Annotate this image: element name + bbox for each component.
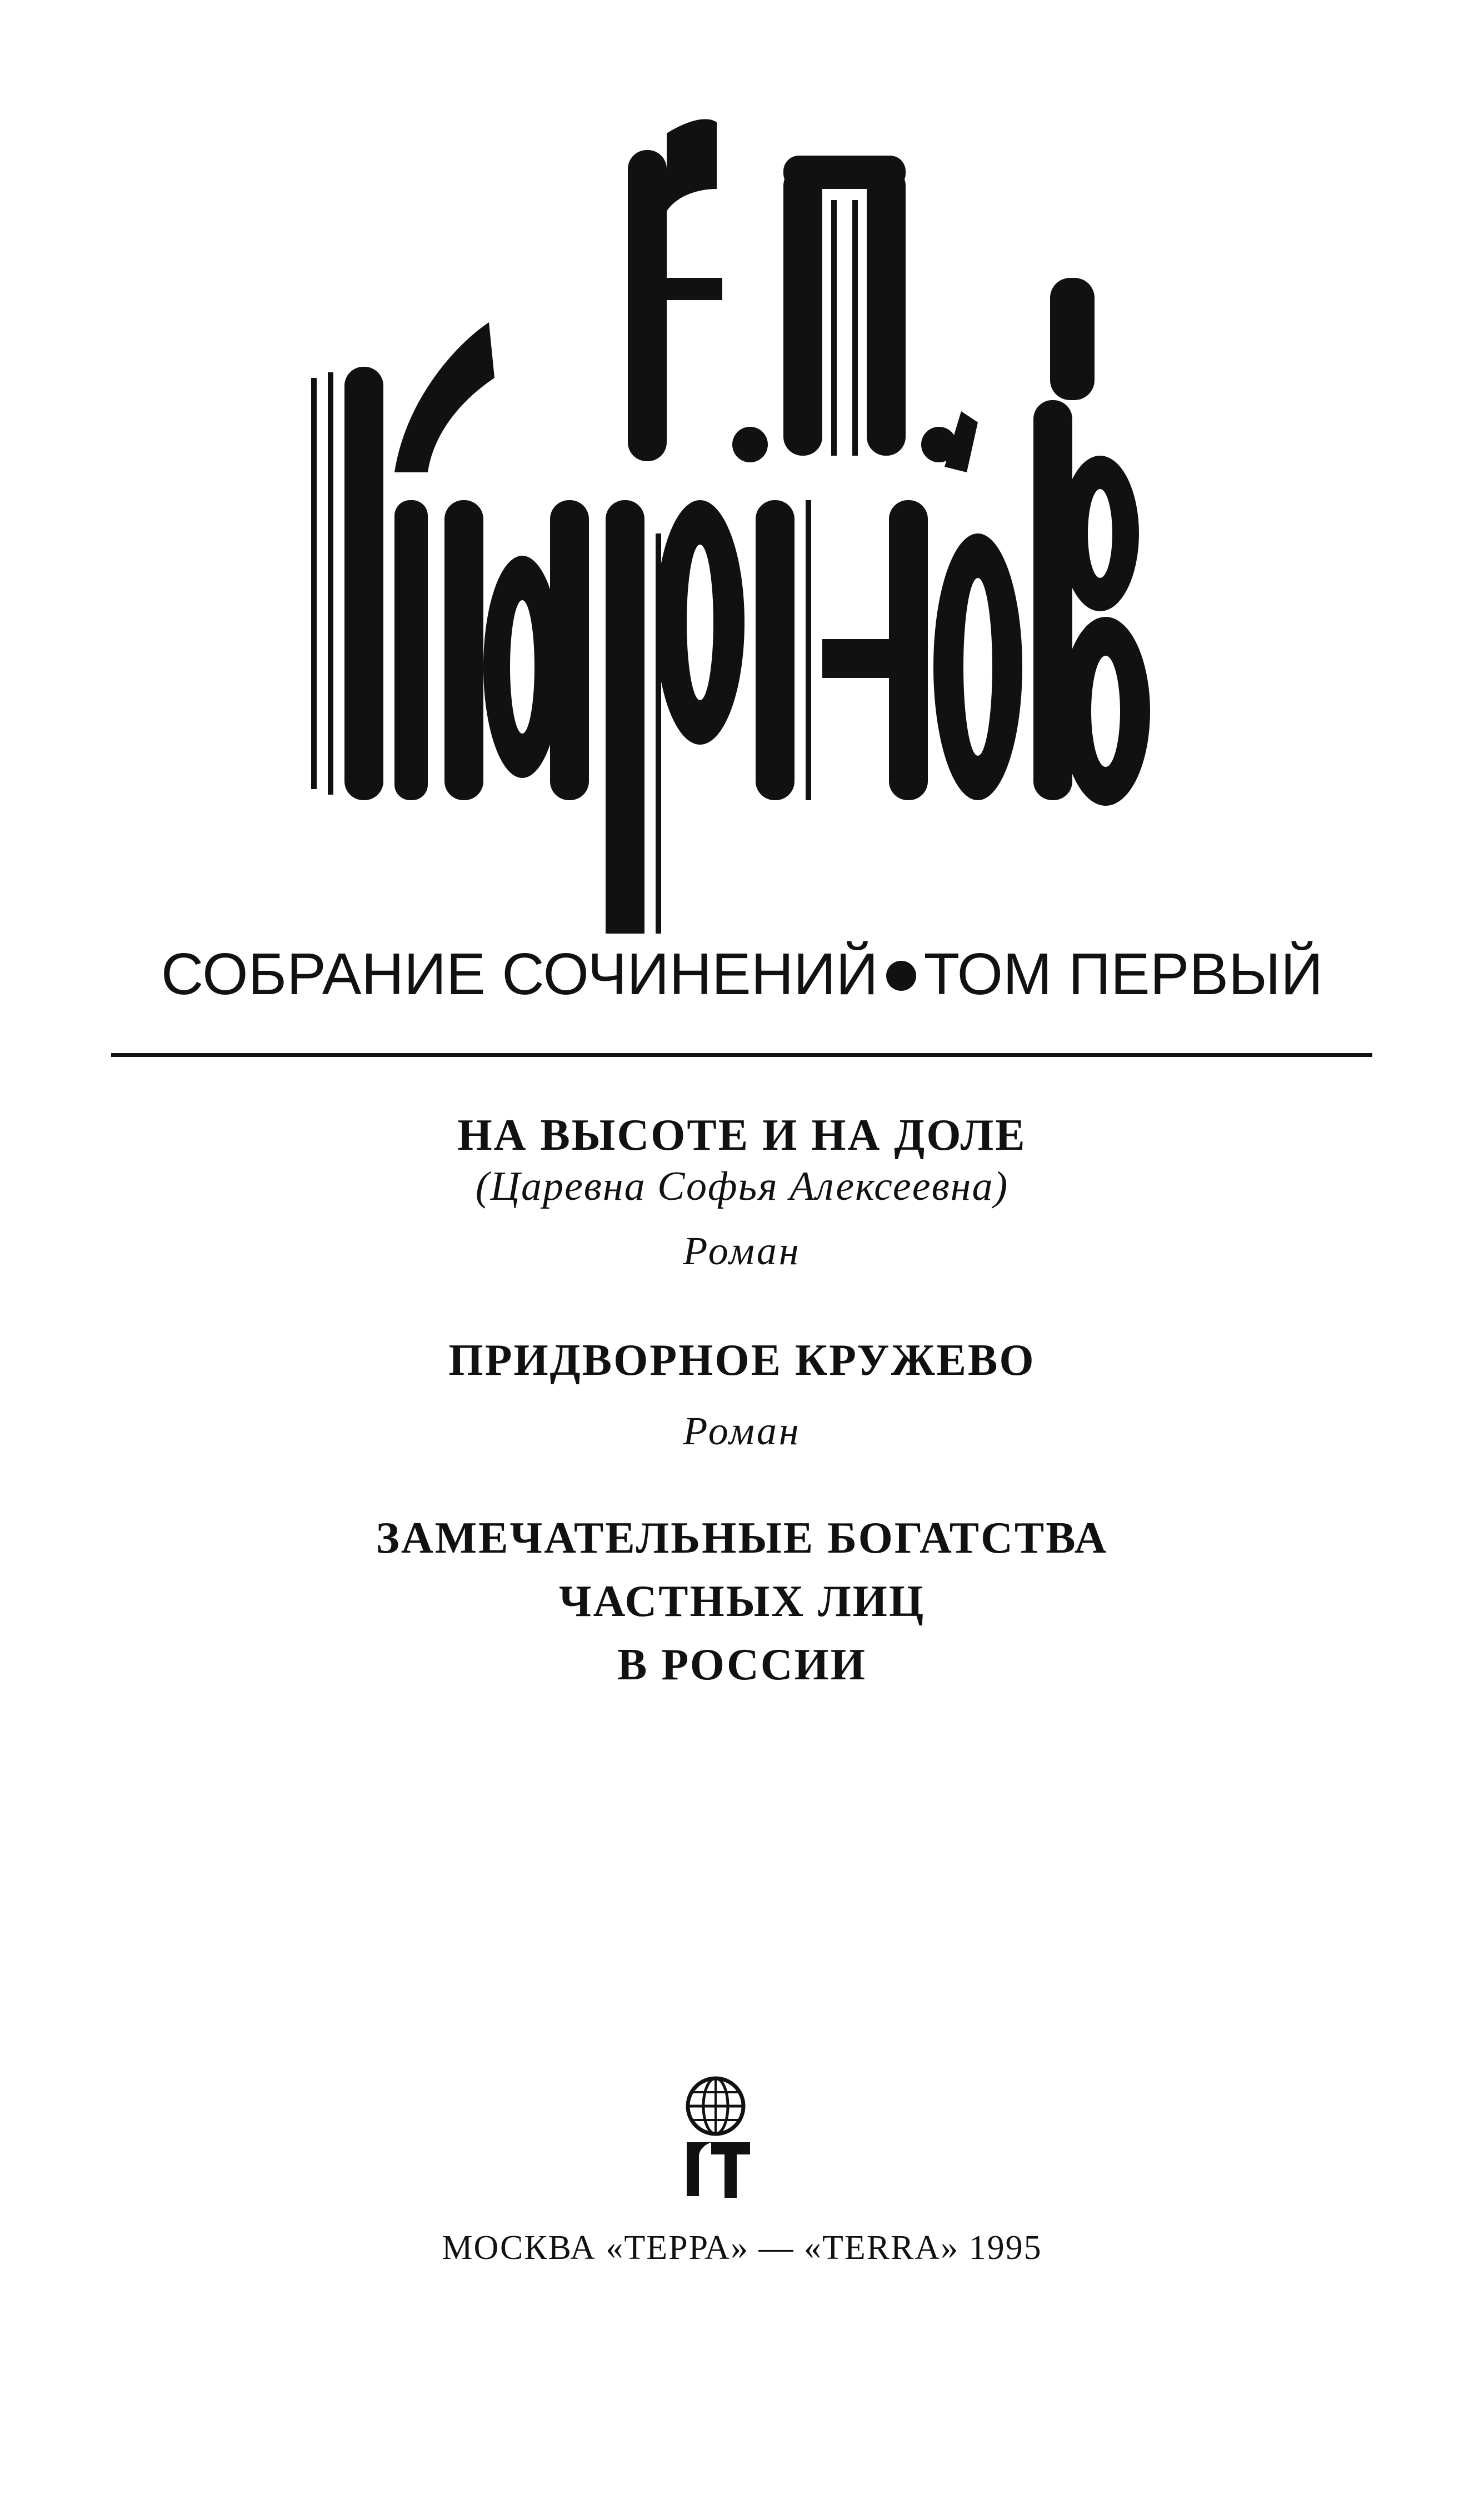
work-3 [0, 1512, 1484, 1692]
publisher-imprint: МОСКВА «ТЕРРА» — «TERRA» 1995 [442, 2229, 1042, 2267]
series-line [0, 941, 1484, 1007]
bullet-dot-icon [886, 961, 916, 991]
work-title-line: ЗАМЕЧАТЕЛЬНЫЕ БОГАТСТВА [376, 1514, 1108, 1563]
work-genre: Роман [683, 1409, 801, 1453]
work-title-line: В РОССИИ [617, 1640, 867, 1689]
work-1 [0, 1109, 1484, 1275]
work-title-line: ЧАСТНЫХ ЛИЦ [558, 1577, 926, 1626]
work-subtitle: (Царевна Софья Алексеевна) [475, 1164, 1009, 1209]
collection-label: СОБРАНИЕ СОЧИНЕНИЙ [161, 941, 878, 1007]
volume-label: ТОМ ПЕРВЫЙ [923, 941, 1323, 1007]
globe-book-icon [677, 2073, 755, 2201]
horizontal-rule [111, 1053, 1372, 1057]
author-name-svg [311, 111, 1178, 934]
work-genre: Роман [683, 1228, 801, 1273]
work-title: НА ВЫСОТЕ И НА ДОЛЕ [457, 1111, 1027, 1160]
work-2 [0, 1334, 1484, 1455]
work-title: ПРИДВОРНОЕ КРУЖЕВО [448, 1336, 1036, 1385]
author-name-artwork [311, 111, 1178, 934]
